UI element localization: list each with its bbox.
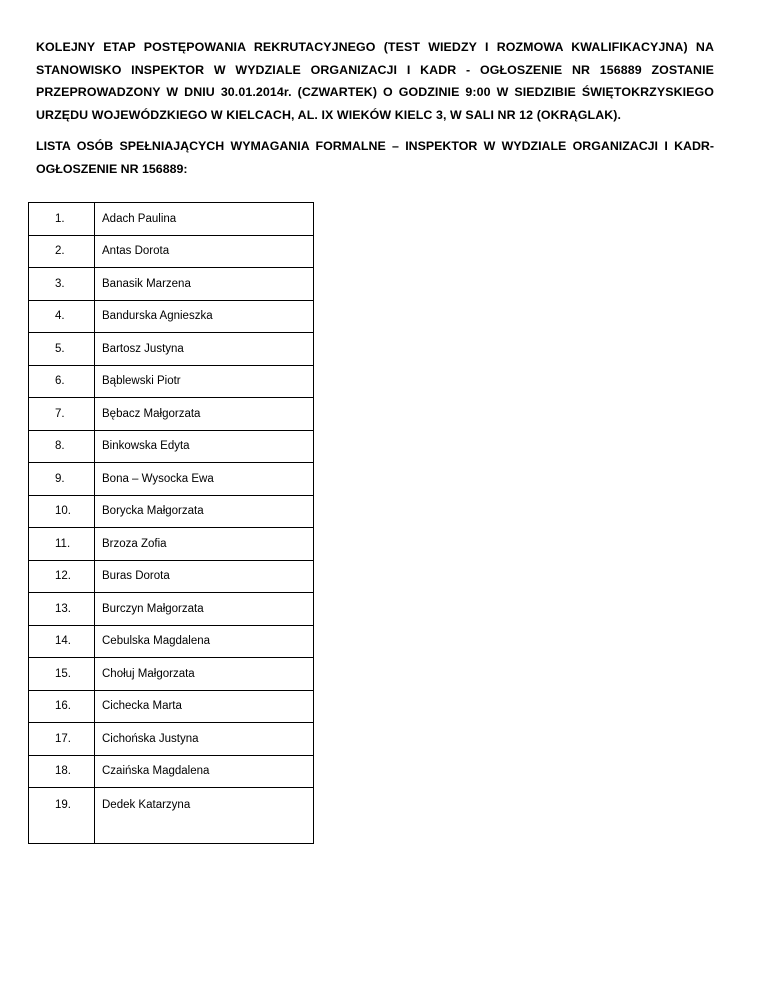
- candidate-name: Cebulska Magdalena: [95, 625, 314, 658]
- table-row: [29, 495, 314, 528]
- candidate-name: Dedek Katarzyna: [95, 788, 314, 844]
- recruitment-announcement: KOLEJNY ETAP POSTĘPOWANIA REKRUTACYJNEGO (TEST WIEDZY I ROZMOWA KWALIFIKACYJNA) NA STANOWISKO INSPEKTOR W WYDZIALE ORGANIZACJI I KADR - OGŁOSZENIE NR 156889 ZOSTANIE PRZEPROWADZONY W DNIU 30.01.2014r. (CZWARTEK) O GODZINIE 9:00 W SIEDZIBIE ŚWIĘTOKRZYSKIEGO URZĘDU WOJEWÓDZKIEGO W KIELCACH, AL. IX WIEKÓW KIELC 3, W SALI NR 12 (OKRĄGLAK).: [36, 40, 714, 122]
- table-row: [29, 528, 314, 561]
- candidate-name: Cichecka Marta: [95, 690, 314, 723]
- candidate-name: Cichońska Justyna: [95, 723, 314, 756]
- table-row: [29, 398, 314, 431]
- candidate-number: 9.: [29, 463, 95, 496]
- candidate-number: 14.: [29, 625, 95, 658]
- candidate-number: 15.: [29, 658, 95, 691]
- table-row: [29, 235, 314, 268]
- candidate-list-heading: LISTA OSÓB SPEŁNIAJĄCYCH WYMAGANIA FORMALNE – INSPEKTOR W WYDZIALE ORGANIZACJI I KADR-OGŁOSZENIE NR 156889:: [36, 139, 714, 176]
- candidate-number: 16.: [29, 690, 95, 723]
- candidate-number: 8.: [29, 430, 95, 463]
- candidate-name: Binkowska Edyta: [95, 430, 314, 463]
- candidate-name: Adach Paulina: [95, 203, 314, 236]
- candidate-number: 12.: [29, 560, 95, 593]
- table-row: [29, 690, 314, 723]
- candidate-name: Buras Dorota: [95, 560, 314, 593]
- table-row: [29, 755, 314, 788]
- candidate-number: 11.: [29, 528, 95, 561]
- candidate-number: 3.: [29, 268, 95, 301]
- candidate-number: 6.: [29, 365, 95, 398]
- candidate-number: 1.: [29, 203, 95, 236]
- table-row: [29, 625, 314, 658]
- table-row: [29, 430, 314, 463]
- candidate-name: Czaińska Magdalena: [95, 755, 314, 788]
- table-row: [29, 365, 314, 398]
- table-row: [29, 333, 314, 366]
- table-row: [29, 463, 314, 496]
- table-row: [29, 268, 314, 301]
- candidate-name: Chołuj Małgorzata: [95, 658, 314, 691]
- candidate-name: Bąblewski Piotr: [95, 365, 314, 398]
- candidate-number: 17.: [29, 723, 95, 756]
- candidate-number: 5.: [29, 333, 95, 366]
- candidate-name: Borycka Małgorzata: [95, 495, 314, 528]
- table-row: [29, 593, 314, 626]
- table-row: [29, 203, 314, 236]
- table-row: [29, 788, 314, 844]
- candidate-name: Bębacz Małgorzata: [95, 398, 314, 431]
- candidate-name: Burczyn Małgorzata: [95, 593, 314, 626]
- candidate-name: Bona – Wysocka Ewa: [95, 463, 314, 496]
- candidate-number: 13.: [29, 593, 95, 626]
- table-row: [29, 723, 314, 756]
- candidate-name: Brzoza Zofia: [95, 528, 314, 561]
- candidate-number: 2.: [29, 235, 95, 268]
- candidate-number: 7.: [29, 398, 95, 431]
- candidates-table-body: [29, 203, 314, 844]
- document-body: [36, 36, 714, 180]
- candidate-name: Banasik Marzena: [95, 268, 314, 301]
- table-row: [29, 658, 314, 691]
- candidate-number: 10.: [29, 495, 95, 528]
- table-row: [29, 560, 314, 593]
- candidate-name: Bartosz Justyna: [95, 333, 314, 366]
- candidate-number: 18.: [29, 755, 95, 788]
- candidate-number: 19.: [29, 788, 95, 844]
- candidate-name: Antas Dorota: [95, 235, 314, 268]
- candidate-number: 4.: [29, 300, 95, 333]
- candidate-name: Bandurska Agnieszka: [95, 300, 314, 333]
- table-row: [29, 300, 314, 333]
- candidates-table: [28, 202, 314, 844]
